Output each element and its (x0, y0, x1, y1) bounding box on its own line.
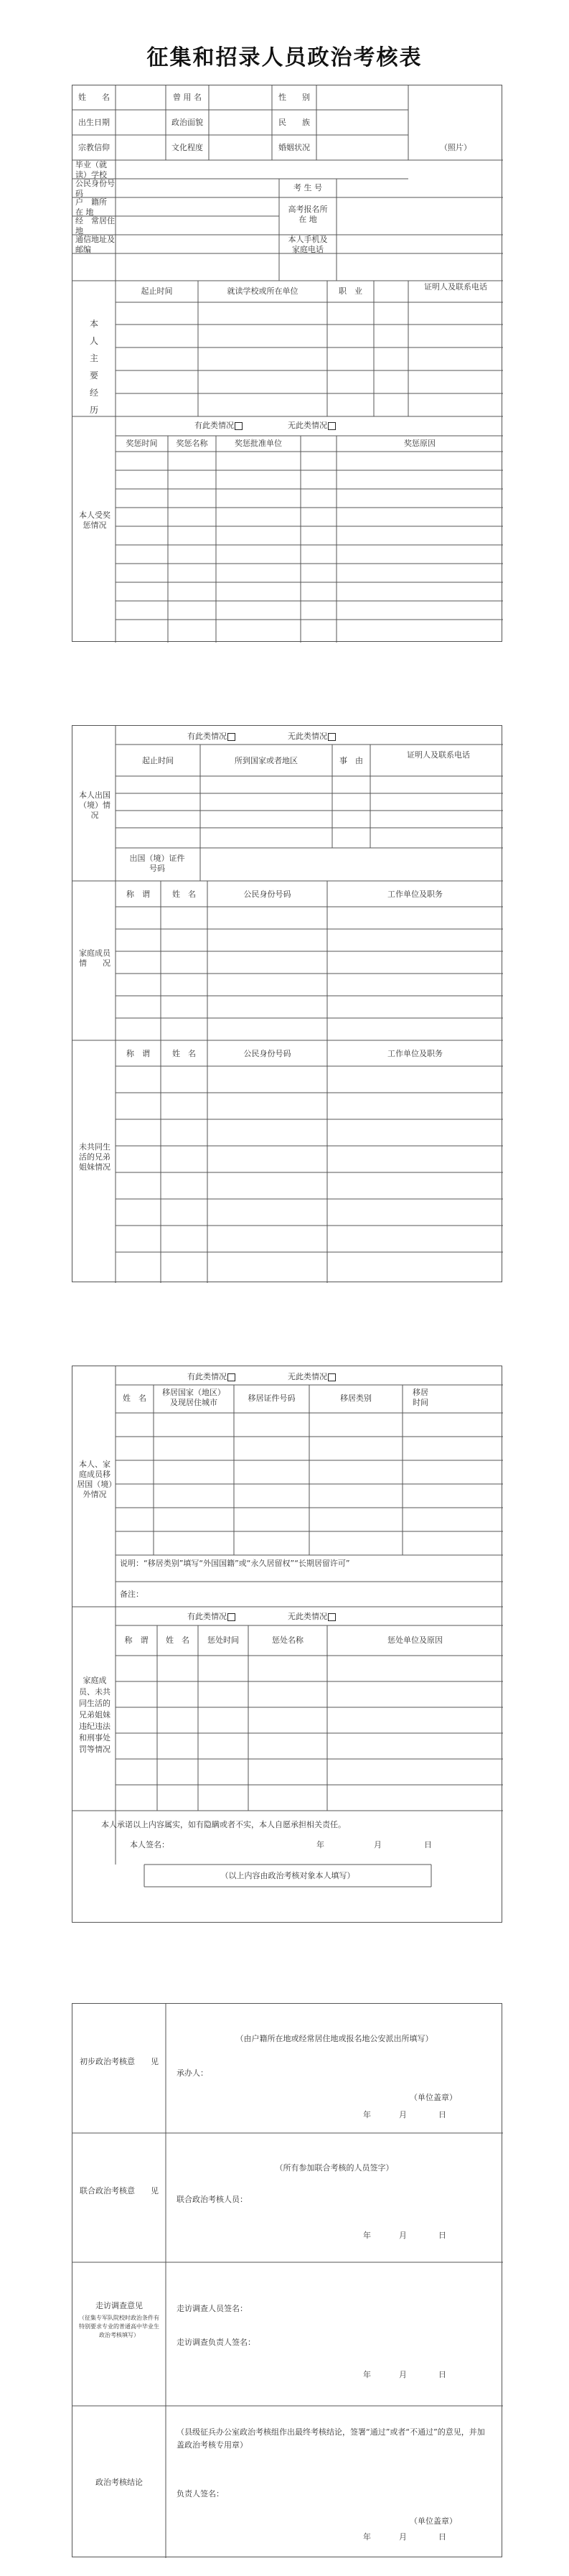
label-birth: 出生日期 (78, 118, 110, 127)
family-header-1: 姓 名 (172, 890, 196, 899)
initial-handler: 承办人： (177, 2068, 208, 2078)
conclusion-note: （县级征兵办公室政治考核组作出最终考核结论，签署“通过”或者“不通过”的意见，并加盖政治考核专用章） (177, 2427, 485, 2450)
label-joint: 联合政治考核意 见 (80, 2186, 159, 2195)
page-1 (72, 85, 502, 642)
label-exam-no: 考 生 号 (293, 183, 322, 192)
joint-note: （所有参加联合考核的人员签字） (275, 2163, 394, 2173)
emigrate-header-1: 移居国家（地区）及现居住城市 (162, 1388, 225, 1407)
emigrate-header-3: 移居类别 (340, 1394, 372, 1403)
relatives-header-3: 工作单位及职务 (387, 1049, 443, 1058)
rewards-header-0: 奖惩时间 (126, 439, 158, 448)
emigrate-has-case-label: 有此类情况 (187, 1372, 227, 1381)
sign-month: 月 (374, 1840, 382, 1849)
page-4-grid (72, 2004, 503, 2558)
visit-day: 日 (438, 2370, 446, 2379)
label-visit: 走访调查意见 (95, 2301, 143, 2310)
label-crime: 家庭成员、未共同生活的兄弟姐妹违纪违法和刑事处罚等情况 (79, 1676, 110, 1754)
label-initial: 初步政治考核意 见 (80, 2057, 159, 2066)
checkbox-icon[interactable] (328, 733, 336, 741)
joint-day: 日 (438, 2231, 446, 2240)
abroad-has-case-label: 有此类情况 (187, 732, 227, 741)
sign-year: 年 (316, 1840, 324, 1849)
checkbox-icon[interactable] (328, 422, 336, 430)
label-political: 政治面貌 (171, 118, 203, 127)
abroad-header-3: 证明人及联系电话 (407, 750, 470, 760)
rewards-has-case-label: 有此类情况 (194, 421, 234, 430)
initial-day: 日 (438, 2110, 446, 2119)
rewards-header-2: 奖惩批准单位 (235, 439, 282, 448)
label-phone: 本人手机及家庭电话 (288, 235, 328, 254)
initial-year: 年 (363, 2110, 371, 2119)
conclusion-month: 月 (399, 2532, 407, 2542)
abroad-header-0: 起止时间 (142, 756, 174, 765)
promise-text: 本人承诺以上内容属实，如有隐瞒或者不实，本人自愿承担相关责任。 (101, 1820, 346, 1829)
label-graduate-school: 毕业（就读）学校 (75, 160, 107, 179)
footer-note: （以上内容由政治考核对象本人填写） (220, 1871, 355, 1880)
emigrate-no-case-label: 无此类情况 (288, 1372, 327, 1381)
label-passport: 出国（境）证件号码 (129, 854, 185, 873)
family-header-2: 公民身份号码 (243, 890, 291, 899)
relatives-header-1: 姓 名 (172, 1049, 196, 1058)
emigrate-no-case[interactable] (288, 1372, 336, 1382)
label-conclusion: 政治考核结论 (95, 2478, 143, 2487)
label-emigrate: 本人、家庭成员移居国（境）外情况 (77, 1460, 113, 1499)
checkbox-icon[interactable] (235, 422, 243, 430)
resume-header-3: 证明人及联系电话 (424, 282, 487, 291)
sign-day: 日 (424, 1840, 432, 1849)
rewards-no-case[interactable] (288, 421, 336, 431)
checkbox-icon[interactable] (227, 733, 235, 741)
page-2 (72, 725, 502, 1282)
label-id-no: 公民身份号 码 (75, 179, 131, 198)
relatives-header-0: 称 谓 (126, 1049, 150, 1058)
visit-month: 月 (399, 2370, 407, 2379)
crime-header-0: 称 谓 (124, 1635, 149, 1645)
family-header-3: 工作单位及职务 (387, 890, 443, 899)
label-exam-place: 高考报名所 在 地 (288, 205, 328, 224)
crime-header-3: 惩处名称 (272, 1635, 304, 1645)
form-title: 征集和招录人员政治考核表 (146, 45, 423, 70)
label-gender: 性 别 (278, 93, 310, 102)
label-residence: 经 常居住 地 (75, 216, 115, 235)
visit-leader: 走访调查负责人签名： (177, 2338, 255, 2347)
emigrate-remark: 备注： (120, 1590, 144, 1599)
abroad-header-2: 事 由 (339, 756, 363, 765)
joint-people: 联合政治考核人员： (177, 2195, 248, 2204)
conclusion-year: 年 (363, 2532, 371, 2542)
abroad-no-case-label: 无此类情况 (288, 732, 327, 741)
label-abroad: 本人出国（境）情况 (79, 790, 110, 820)
emigrate-has-case[interactable] (187, 1372, 235, 1382)
label-education: 文化程度 (171, 143, 203, 152)
resume-header-1: 就读学校或所在单位 (227, 286, 298, 296)
joint-year: 年 (363, 2231, 371, 2240)
relatives-header-2: 公民身份号码 (243, 1049, 291, 1058)
label-former-name: 曾 用 名 (173, 93, 202, 102)
conclusion-seal: （单位盖章） (410, 2516, 457, 2526)
rewards-has-case[interactable] (194, 421, 243, 431)
crime-has-case[interactable] (187, 1612, 235, 1622)
signature-label: 本人签名： (130, 1840, 169, 1849)
label-address: 通信地址及邮编 (75, 235, 115, 254)
abroad-has-case[interactable] (187, 732, 235, 742)
initial-month: 月 (399, 2110, 407, 2119)
crime-no-case[interactable] (288, 1612, 336, 1622)
abroad-header-1: 所到国家或者地区 (235, 756, 298, 765)
emigrate-header-2: 移居证件号码 (248, 1394, 296, 1403)
page-3 (72, 1366, 502, 1923)
checkbox-icon[interactable] (328, 1613, 336, 1621)
conclusion-day: 日 (438, 2532, 446, 2542)
visit-year: 年 (363, 2370, 371, 2379)
resume-header-0: 起止时间 (141, 286, 173, 296)
label-resume: 本人主要经历 (89, 319, 98, 415)
label-family: 家庭成员情 况 (79, 948, 110, 968)
page-1-grid (72, 85, 503, 643)
photo-placeholder: （照片） (440, 143, 471, 152)
rewards-no-case-label: 无此类情况 (288, 421, 327, 430)
crime-header-4: 惩处单位及原因 (387, 1635, 443, 1645)
emigrate-header-4: 移居时间 (413, 1388, 428, 1407)
visit-people: 走访调查人员签名： (177, 2304, 248, 2313)
resume-header-2: 职 业 (339, 286, 362, 296)
label-name: 姓 名 (78, 93, 110, 102)
page-4 (72, 2003, 502, 2557)
label-relatives: 未共同生活的兄弟姐妹情况 (79, 1142, 110, 1172)
joint-month: 月 (399, 2231, 407, 2240)
visit-sub: （征集专军队院校时政治条件有特别要求专业的普通高中毕业生政治考核填写） (79, 2315, 159, 2338)
crime-no-case-label: 无此类情况 (288, 1612, 327, 1621)
label-rewards: 本人受奖惩情况 (79, 510, 110, 530)
family-header-0: 称 谓 (126, 890, 150, 899)
initial-seal: （单位盖章） (410, 2093, 457, 2102)
rewards-header-1: 奖惩名称 (176, 439, 208, 448)
emigrate-header-0: 姓 名 (123, 1394, 146, 1403)
crime-header-1: 姓 名 (166, 1635, 189, 1645)
abroad-no-case[interactable] (288, 732, 336, 742)
checkbox-icon[interactable] (227, 1373, 235, 1381)
label-household: 户 籍所 在 地 (75, 197, 107, 217)
rewards-header-3: 奖惩原因 (404, 439, 436, 448)
crime-has-case-label: 有此类情况 (187, 1612, 227, 1621)
page-2-grid (72, 726, 503, 1283)
checkbox-icon[interactable] (328, 1373, 336, 1381)
label-marital: 婚姻状况 (278, 143, 310, 152)
crime-header-2: 惩处时间 (207, 1635, 239, 1645)
emigrate-note: 说明：“移居类别”填写“外国国籍”或“永久居留权”“长期居留许可” (120, 1559, 350, 1568)
label-religion: 宗教信仰 (78, 143, 110, 152)
label-ethnicity: 民 族 (278, 118, 310, 127)
checkbox-icon[interactable] (227, 1613, 235, 1621)
initial-note: （由户籍所在地或经常居住地或报名地公安派出所填写） (235, 2034, 433, 2043)
conclusion-leader: 负责人签名： (177, 2489, 224, 2498)
